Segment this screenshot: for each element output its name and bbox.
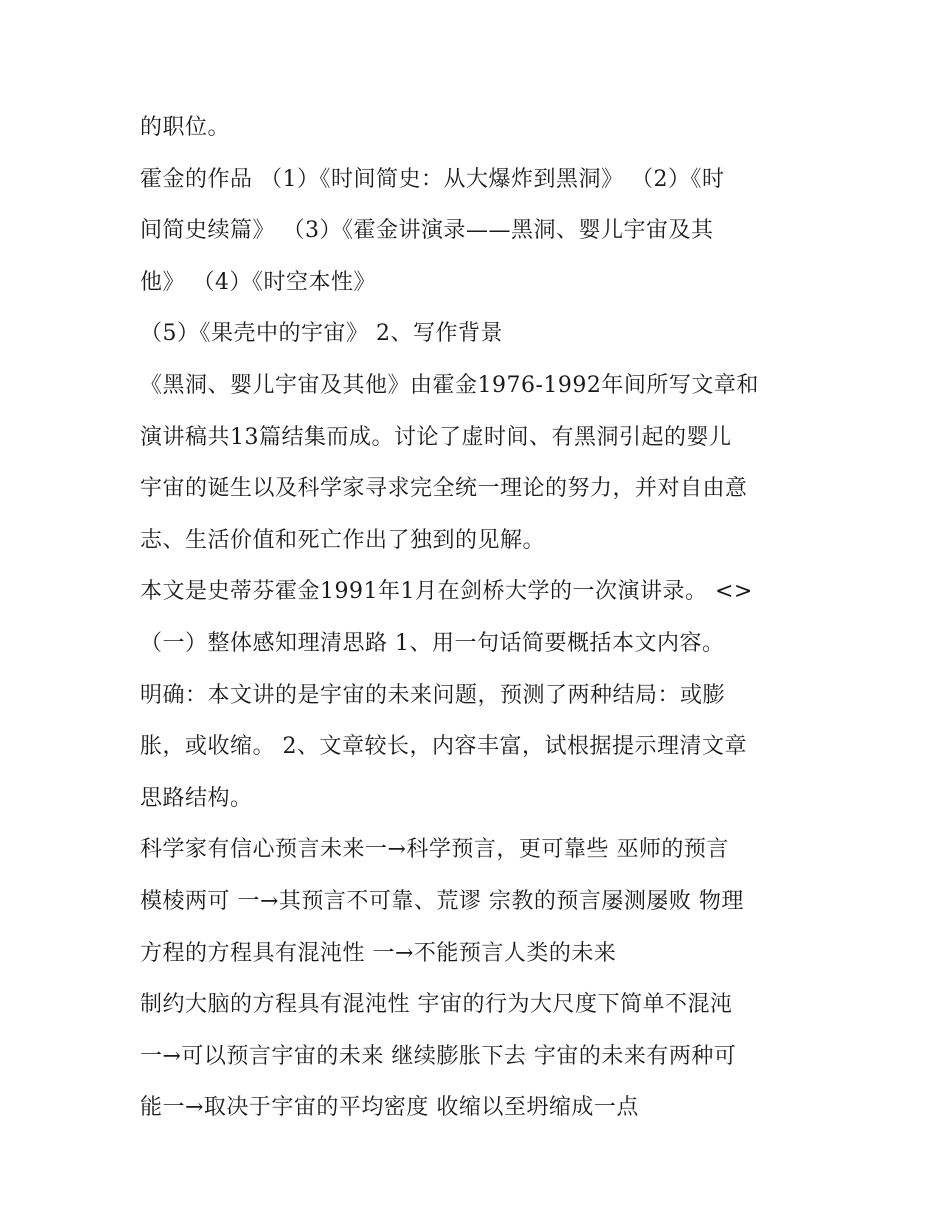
text-line: 胀，或收缩。 2、文章较长，内容丰富，试根据提示理清文章 (140, 734, 747, 760)
text-line: 他》 （4）《时空本性》 (140, 269, 376, 295)
text-line: 《黑洞、婴儿宇宙及其他》由霍金1976-1992年间所写文章和 (140, 372, 759, 398)
text-line: 制约大脑的方程具有混沌性 宇宙的行为大尺度下简单不混沌 (140, 992, 733, 1018)
text-line: 模棱两可 一→其预言不可靠、荒谬 宗教的预言屡测屡败 物理 (140, 888, 744, 914)
document-body (140, 106, 830, 1138)
text-line: 本文是史蒂芬霍金1991年1月在剑桥大学的一次演讲录。 <> (140, 579, 753, 605)
text-line: 志、生活价值和死亡作出了独到的见解。 (140, 527, 546, 553)
text-line: 间简史续篇》 （3）《霍金讲演录——黑洞、婴儿宇宙及其 (140, 218, 714, 244)
text-line: 演讲稿共13篇结集而成。讨论了虚时间、有黑洞引起的婴儿 (140, 424, 732, 450)
text-line: 明确：本文讲的是宇宙的未来问题，预测了两种结局：或膨 (140, 682, 726, 708)
text-line: 宇宙的诞生以及科学家寻求完全统一理论的努力，并对自由意 (140, 476, 748, 502)
text-line: （5）《果壳中的宇宙》 2、写作背景 (140, 321, 503, 347)
text-line: 方程的方程具有混沌性 一→不能预言人类的未来 (140, 940, 617, 966)
text-line: 思路结构。 (140, 785, 253, 811)
text-line: 霍金的作品 （1）《时间简史：从大爆炸到黑洞》 （2）《时 (140, 166, 725, 192)
text-line: 科学家有信心预言未来一→科学预言，更可靠些 巫师的预言 (140, 837, 729, 863)
text-line: 一→可以预言宇宙的未来 继续膨胀下去 宇宙的未来有两种可 (140, 1043, 737, 1069)
text-line: 能一→取决于宇宙的平均密度 收缩以至坍缩成一点 (140, 1095, 639, 1121)
text-line: （一）整体感知理清思路 1、用一句话简要概括本文内容。 (140, 630, 725, 656)
text-line: 的职位。 (140, 115, 231, 140)
